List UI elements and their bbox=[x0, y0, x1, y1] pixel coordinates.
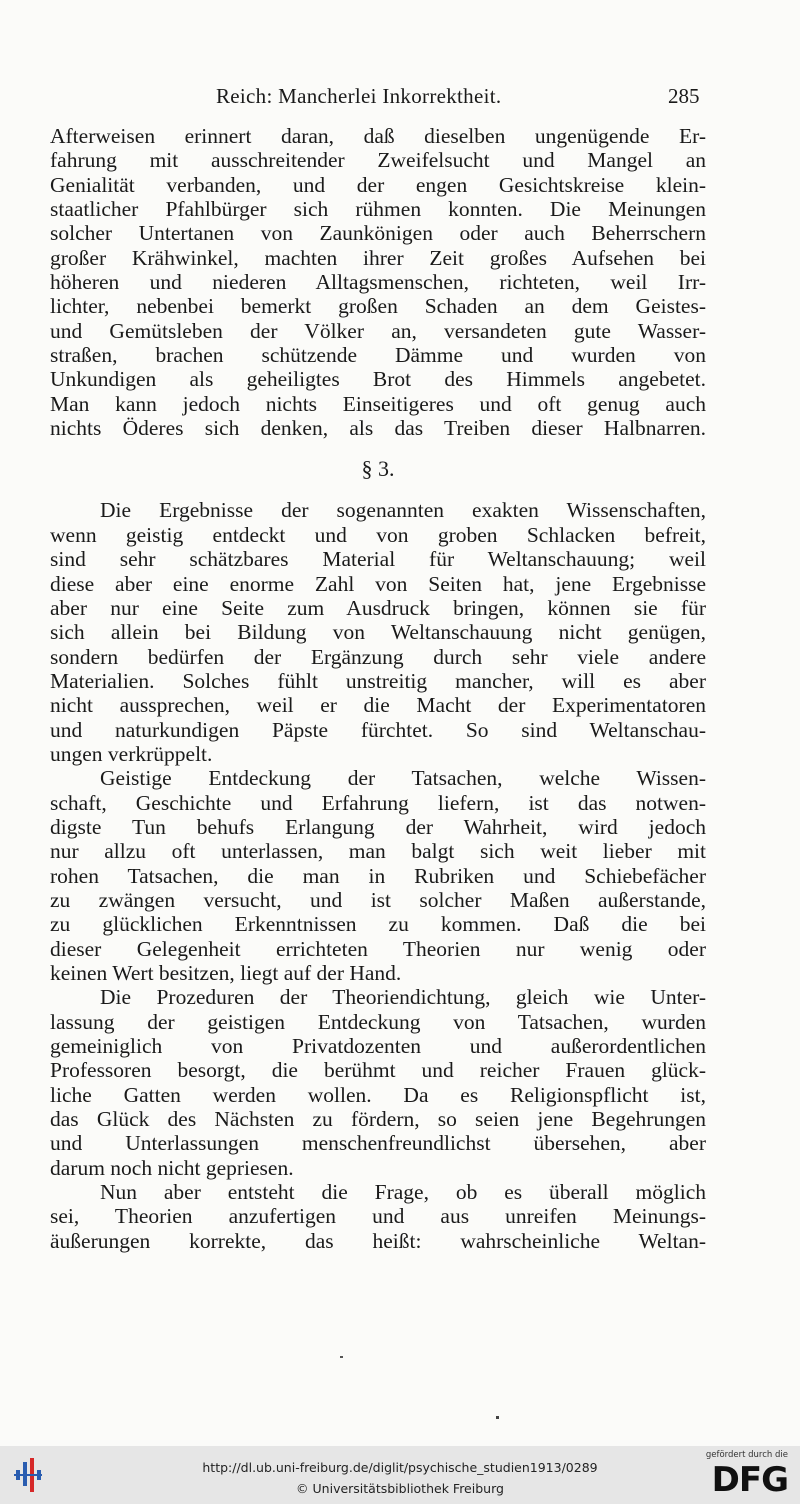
text-line: nur allzu oft unterlassen, man balgt sich weit lieber mit bbox=[50, 839, 706, 864]
text-line: lassung der geistigen Entdeckung von Tatsachen, wurden bbox=[50, 1009, 706, 1034]
text-line: das Glück des Nächsten zu fördern, so seien jene Begehrungen bbox=[50, 1107, 706, 1132]
section-heading: § 3. bbox=[361, 456, 395, 482]
text-line: Unkundigen als geheiligtes Brot des Himmels angebetet. bbox=[50, 367, 706, 392]
text-line: sei, Theorien anzufertigen und aus unreifen Meinungs- bbox=[50, 1204, 706, 1229]
text-line: solcher Untertanen von Zaunkönigen oder auch Beherrschern bbox=[50, 221, 706, 246]
text-line: Die Prozeduren der Theoriendichtung, gleich wie Unter- bbox=[100, 985, 706, 1010]
text-line: aber nur eine Seite zum Ausdruck bringen, können sie für bbox=[50, 595, 706, 620]
text-line: Professoren besorgt, die berühmt und reicher Frauen glück- bbox=[50, 1058, 706, 1083]
footer-bar bbox=[0, 1446, 800, 1504]
paragraph-3 bbox=[50, 766, 706, 985]
document-url-link[interactable]: http://dl.ub.uni-freiburg.de/diglit/psychische_studien1913/0289 bbox=[202, 1460, 598, 1475]
text-line: diese aber eine enorme Zahl von Seiten hat, jene Ergebnisse bbox=[50, 571, 706, 596]
text-line: und Gemütsleben der Völker an, versandeten gute Wasser- bbox=[50, 318, 706, 343]
text-line: keinen Wert besitzen, liegt auf der Hand. bbox=[50, 961, 402, 985]
text-line: höheren und niederen Alltagsmenschen, richteten, weil Irr- bbox=[50, 270, 706, 295]
scan-speck bbox=[496, 1416, 499, 1419]
text-line: straßen, brachen schützende Dämme und wurden von bbox=[50, 343, 706, 368]
text-line: schaft, Geschichte und Erfahrung liefern, ist das notwen- bbox=[50, 790, 706, 815]
dfg-wordmark: DFG bbox=[711, 1460, 788, 1500]
paragraph-5 bbox=[50, 1180, 706, 1253]
text-line: sich allein bei Bildung von Weltanschauung nicht genügen, bbox=[50, 620, 706, 645]
text-line: rohen Tatsachen, die man in Rubriken und Schiebefächer bbox=[50, 863, 706, 888]
text-line: nicht aussprechen, weil er die Macht der Experimentatoren bbox=[50, 693, 706, 718]
text-line: Geistige Entdeckung der Tatsachen, welche Wissen- bbox=[100, 766, 706, 791]
text-line: fahrung mit ausschreitender Zweifelsucht und Mangel an bbox=[50, 148, 706, 173]
text-line: lichter, nebenbei bemerkt großen Schaden an dem Geistes- bbox=[50, 294, 706, 319]
paragraph-2 bbox=[50, 498, 706, 766]
text-line: dieser Gelegenheit errichteten Theorien nur wenig oder bbox=[50, 936, 706, 961]
text-line: liche Gatten werden wollen. Da es Religionspflicht ist, bbox=[50, 1082, 706, 1107]
dfg-logo bbox=[692, 1450, 788, 1500]
text-line: sind sehr schätzbares Material für Weltanschauung; weil bbox=[50, 547, 706, 572]
scan-speck bbox=[340, 1356, 343, 1358]
text-line: und Unterlassungen menschenfreundlichst übersehen, aber bbox=[50, 1131, 706, 1156]
copyright-notice: © Universitätsbibliothek Freiburg bbox=[296, 1481, 504, 1496]
text-line: Nun aber entsteht die Frage, ob es überall möglich bbox=[100, 1180, 706, 1205]
text-line: digste Tun behufs Erlangung der Wahrheit, wird jedoch bbox=[50, 814, 706, 839]
text-line: staatlicher Pfahlbürger sich rühmen konnten. Die Meinungen bbox=[50, 197, 706, 222]
text-line: nichts Öderes sich denken, als das Treiben dieser Halbnarren. bbox=[50, 416, 706, 441]
text-line: darum noch nicht gepriesen. bbox=[50, 1155, 294, 1180]
running-title: Reich: Mancherlei Inkorrektheit. bbox=[216, 84, 502, 108]
text-line: und naturkundigen Päpste fürchtet. So sind Weltanschau- bbox=[50, 717, 706, 742]
page-number: 285 bbox=[668, 84, 700, 108]
text-line: wenn geistig entdeckt und von groben Schlacken befreit, bbox=[50, 522, 706, 547]
text-line: zu glücklichen Erkenntnissen zu kommen. Daß die bei bbox=[50, 912, 706, 937]
text-line: Materialien. Solches fühlt unstreitig mancher, will es aber bbox=[50, 668, 706, 693]
paragraph-4 bbox=[50, 985, 706, 1180]
text-line: ungen verkrüppelt. bbox=[50, 741, 213, 766]
text-line: Man kann jedoch nichts Einseitigeres und oft genug auch bbox=[50, 391, 706, 416]
page-header bbox=[0, 84, 800, 114]
dfg-caption: gefördert durch die bbox=[705, 1450, 788, 1460]
text-line: Die Ergebnisse der sogenannten exakten Wissenschaften, bbox=[100, 498, 706, 523]
text-line: Genialität verbanden, und der engen Gesichtskreise klein- bbox=[50, 172, 706, 197]
paragraph-1 bbox=[50, 124, 706, 440]
text-line: sondern bedürfen der Ergänzung durch sehr viele andere bbox=[50, 644, 706, 669]
text-line: Afterweisen erinnert daran, daß dieselben ungenügende Er- bbox=[50, 124, 706, 148]
text-line: zu zwängen versucht, und ist solcher Maßen außerstande, bbox=[50, 887, 706, 912]
text-line: gemeiniglich von Privatdozenten und außerordentlichen bbox=[50, 1034, 706, 1059]
text-line: äußerungen korrekte, das heißt: wahrscheinliche Weltan- bbox=[50, 1228, 706, 1253]
body-text bbox=[50, 124, 706, 1253]
text-line: großer Krähwinkel, machten ihrer Zeit großes Aufsehen bei bbox=[50, 245, 706, 270]
